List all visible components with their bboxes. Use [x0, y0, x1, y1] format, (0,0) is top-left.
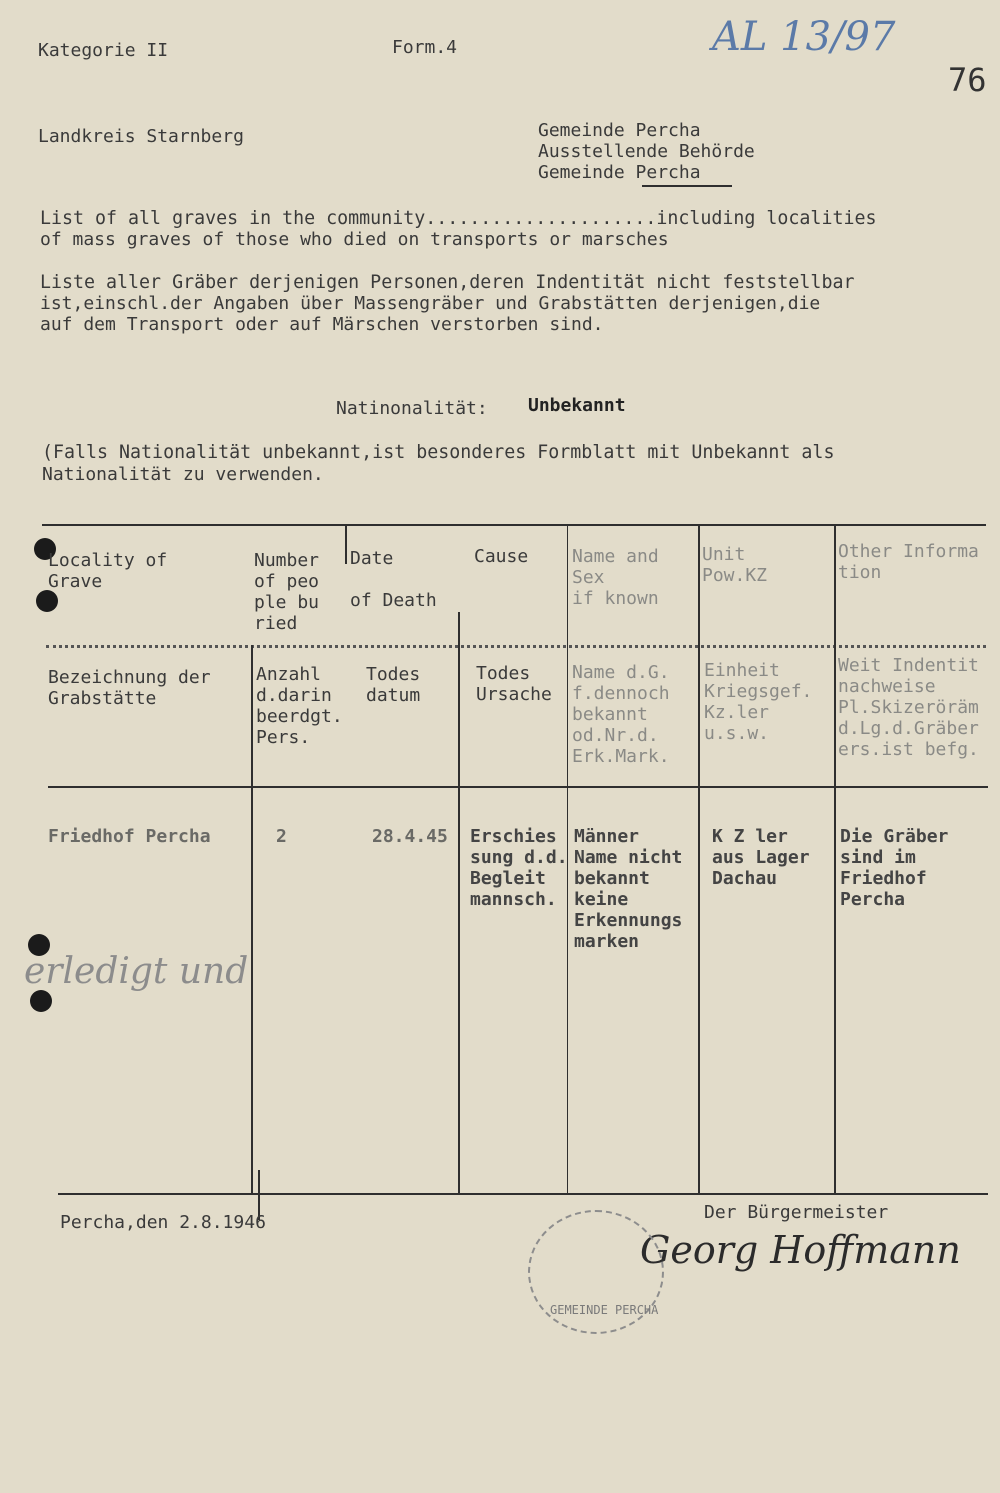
column-divider-6 [834, 524, 836, 1193]
header-de-todesdatum: Todes datum [366, 664, 421, 706]
header-de-weitere: Weit Indentit nachweise Pl.Skizeröräm d.Lg.d.Gräber ers.ist befg. [838, 655, 979, 760]
header-en-date: Date of Death [350, 548, 437, 611]
table-header-divider [46, 645, 986, 648]
nationality-note-line-1: (Falls Nationalität unbekannt,ist besonderes Formblatt mit Unbekannt als [42, 442, 835, 463]
cell-name: Männer Name nicht bekannt keine Erkennungs marken [574, 826, 683, 952]
header-en-cause: Cause [474, 546, 529, 567]
municipal-seal [528, 1210, 664, 1334]
header-en-number: Number of peo ple bu ried [254, 550, 320, 634]
cell-other-info: Die Gräber sind im Friedhof Percha [840, 826, 949, 910]
signatory-title: Der Bürgermeister [704, 1202, 889, 1223]
header-de-einheit: Einheit Kriegsgef. Kz.ler u.s.w. [704, 660, 813, 744]
gemeinde-line-3: Gemeinde Percha [538, 162, 701, 183]
header-en-name-sex: Name and Sex if known [572, 546, 659, 609]
nationality-value: Unbekannt [528, 395, 626, 416]
table-bottom-rule [58, 1193, 988, 1195]
header-de-anzahl: Anzahl d.darin beerdgt. Pers. [256, 664, 343, 748]
form-number: Form.4 [392, 37, 458, 58]
title-en-line-2: of mass graves of those who died on transports or marsches [40, 229, 669, 250]
handwritten-note: erledigt und [24, 951, 249, 992]
mayor-signature: Georg Hoffmann [640, 1228, 961, 1272]
column-divider-1 [251, 645, 253, 1193]
header-de-name: Name d.G. f.dennoch bekannt od.Nr.d. Erk.Mark. [572, 662, 670, 767]
place-and-date: Percha,den 2.8.1946 [60, 1212, 266, 1233]
header-de-bezeichnung: Bezeichnung der Grabstätte [48, 667, 211, 709]
header-de-todesursache: Todes Ursache [476, 663, 552, 705]
gemeinde-line-2: Ausstellende Behörde [538, 141, 755, 162]
cell-date: 28.4.45 [372, 826, 448, 847]
table-body-rule [48, 786, 988, 788]
title-de-line-3: auf dem Transport oder auf Märschen verstorben sind. [40, 314, 604, 335]
nationality-note-line-2: Nationalität zu verwenden. [42, 464, 324, 485]
column-divider-2a [345, 524, 347, 564]
percha-underline [642, 185, 732, 187]
table-top-rule [42, 524, 986, 526]
nationality-label: Natinonalität: [336, 398, 488, 419]
binder-hole-2 [36, 590, 58, 612]
header-en-other-info: Other Informa tion [838, 541, 979, 583]
cell-number: 2 [276, 826, 287, 847]
header-en-locality: Locality of Grave [48, 550, 168, 592]
cell-cause: Erschies sung d.d. Begleit mannsch. [470, 826, 568, 910]
gemeinde-line-1: Gemeinde Percha [538, 120, 701, 141]
landkreis-label: Landkreis Starnberg [38, 126, 244, 147]
kategorie-label: Kategorie II [38, 40, 169, 61]
column-divider-3 [458, 612, 460, 1193]
cell-unit: K Z ler aus Lager Dachau [712, 826, 810, 889]
title-de-line-2: ist,einschl.der Angaben über Massengräber und Grabstätten derjenigen,die [40, 293, 821, 314]
title-de-line-1: Liste aller Gräber derjenigen Personen,deren Indentität nicht feststellbar [40, 272, 855, 293]
binder-hole-4 [30, 990, 52, 1012]
column-divider-5 [698, 524, 700, 1193]
cell-locality: Friedhof Percha [48, 826, 211, 847]
header-en-unit: Unit Pow.KZ [702, 544, 768, 586]
archive-reference: AL 13/97 [712, 14, 896, 60]
page-number: 76 [948, 61, 987, 99]
title-en-line-1: List of all graves in the community.....................including localities [40, 208, 877, 229]
seal-text: GEMEINDE PERCHA [550, 1303, 659, 1317]
